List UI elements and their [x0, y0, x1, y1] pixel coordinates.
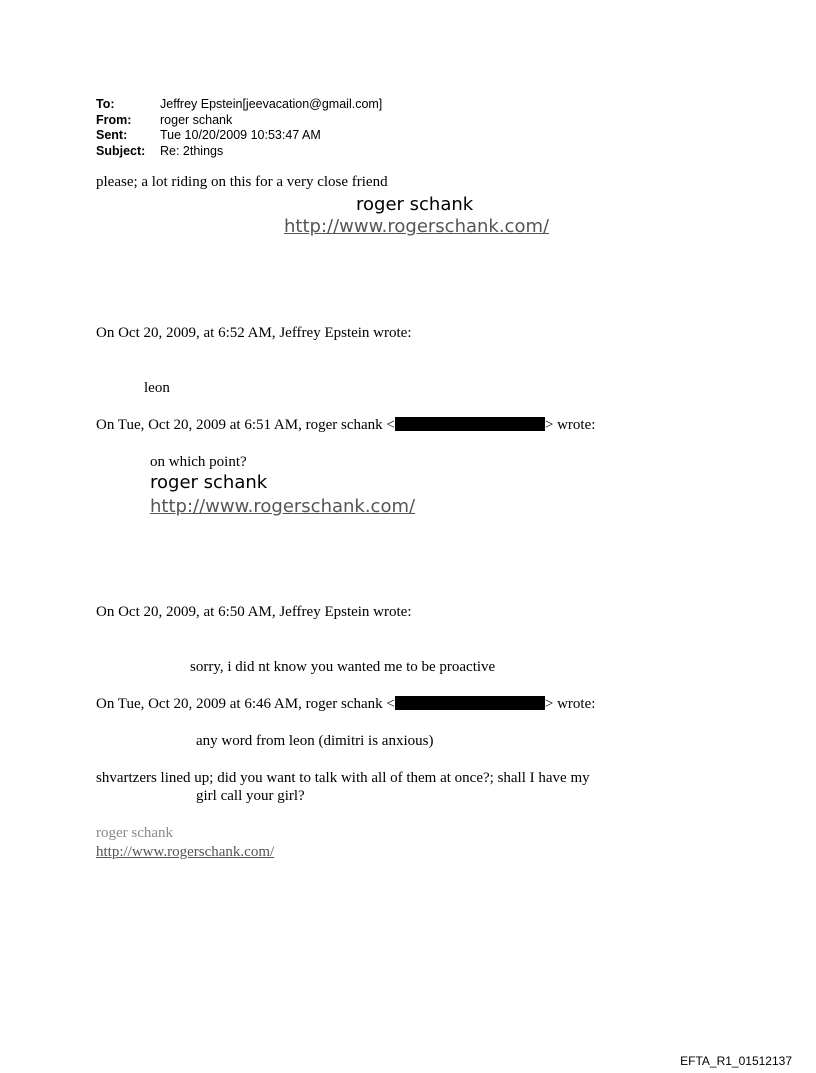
from-label: From:: [96, 112, 132, 127]
sent-value: Tue 10/20/2009 10:53:47 AM: [160, 128, 321, 142]
signature-link-2[interactable]: http://www.rogerschank.com/: [150, 496, 416, 517]
from-value: roger schank: [160, 112, 233, 127]
redacted-email-2: [395, 696, 545, 710]
signature-link[interactable]: http://www.rogerschank.com/: [284, 216, 550, 237]
quote-text-5-line-1: shvartzers lined up; did you want to talk with all of them at once?; shall I have my: [96, 770, 590, 786]
to-row: [96, 97, 382, 113]
quote-header-4-pre: On Tue, Oct 20, 2009 at 6:46 AM, roger schank <: [96, 696, 395, 712]
quote-text-3: sorry, i did nt know you wanted me to be proactive: [190, 659, 496, 675]
quote-header-2-post: > wrote:: [544, 417, 596, 433]
signature-name-3: roger schank: [96, 825, 174, 841]
body-line-1: please; a lot riding on this for a very close friend: [96, 174, 388, 190]
subject-value: Re: 2things: [160, 143, 224, 158]
quote-header-2: [96, 417, 595, 434]
to-value: Jeffrey Epstein[jeevacation@gmail.com]: [160, 97, 383, 111]
document-id: EFTA_R1_01512137: [680, 1054, 792, 1068]
quote-header-1: On Oct 20, 2009, at 6:52 AM, Jeffrey Epstein wrote:: [96, 325, 412, 341]
signature-name: roger schank: [356, 194, 474, 215]
quote-text-2: on which point?: [150, 454, 247, 470]
subject-label: Subject:: [96, 143, 146, 158]
email-header: [96, 97, 382, 159]
quote-header-3: On Oct 20, 2009, at 6:50 AM, Jeffrey Epstein wrote:: [96, 604, 412, 620]
subject-row: [96, 144, 382, 160]
signature-name-2: roger schank: [150, 472, 268, 493]
quote-header-4: [96, 696, 595, 713]
signature-link-3[interactable]: http://www.rogerschank.com/: [96, 844, 275, 860]
redacted-email: [395, 417, 545, 431]
to-label: To:: [96, 97, 115, 111]
sent-row: [96, 128, 382, 144]
quote-text-5-line-2: girl call your girl?: [196, 788, 305, 804]
from-row: [96, 113, 382, 129]
quote-text-4: any word from leon (dimitri is anxious): [196, 733, 434, 749]
quote-header-4-post: > wrote:: [544, 696, 596, 712]
quote-text-1: leon: [144, 380, 170, 396]
sent-label: Sent:: [96, 128, 128, 142]
quote-header-2-pre: On Tue, Oct 20, 2009 at 6:51 AM, roger schank <: [96, 417, 395, 433]
